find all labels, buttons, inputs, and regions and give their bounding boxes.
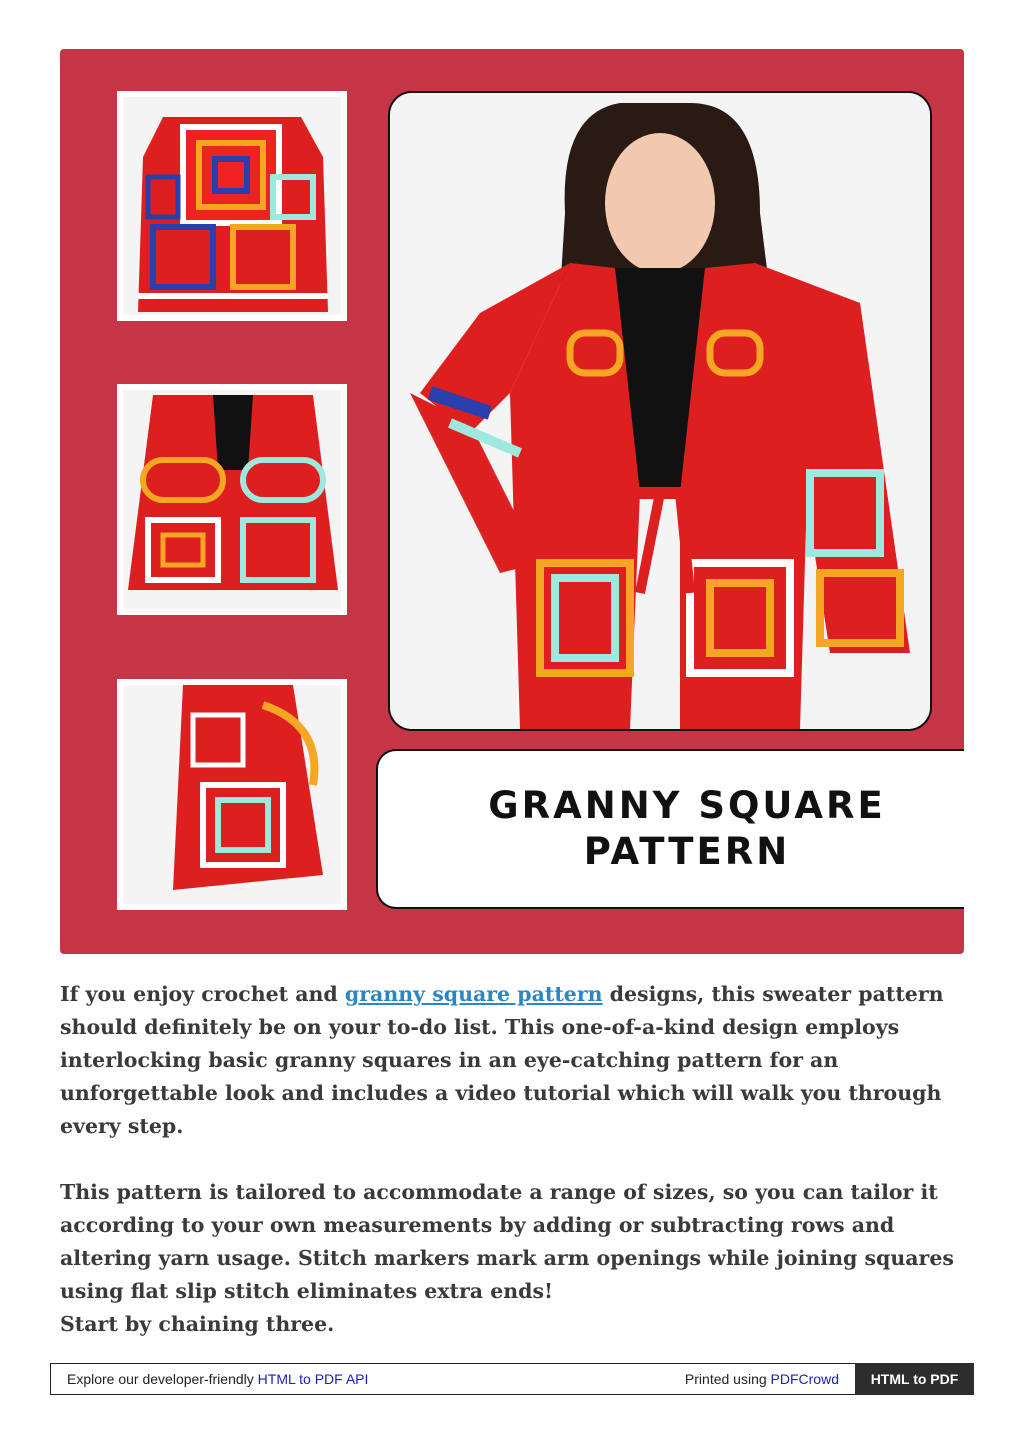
title-line-2: PATTERN <box>583 830 791 873</box>
title-line-1: GRANNY SQUARE <box>488 784 886 827</box>
front-view-photo <box>117 384 347 615</box>
side-view-photo <box>117 679 347 910</box>
start-instruction: Start by chaining three. <box>60 1312 335 1336</box>
footer-printed-text: Printed using <box>684 1371 771 1387</box>
back-view-photo <box>117 91 347 321</box>
cardigan-front-image <box>123 390 341 609</box>
pattern-title-card <box>376 749 964 909</box>
footer-explore-text: Explore our developer-friendly <box>67 1371 258 1387</box>
model-main-photo <box>388 91 932 731</box>
html-to-pdf-api-link[interactable]: HTML to PDF API <box>257 1371 369 1387</box>
sizing-text: This pattern is tailored to accommodate a range of sizes, so you can tailor it according to your own measurements by adding or subtracting rows and altering yarn usage. Stitch markers mark arm openings while joining squares using flat slip stitch eliminates extra ends! <box>60 1180 954 1303</box>
pdfcrowd-footer <box>50 1363 974 1395</box>
intro-text-after: designs, this sweater pattern should definitely be on your to-do list. This one-of-a-kind design employs interlocking basic granny squares in an eye-catching pattern for an unforgettable look and includes a video tutorial which will walk you through every step. <box>60 982 944 1138</box>
footer-left <box>67 1371 368 1387</box>
hero-banner <box>60 49 964 954</box>
model-wearing-cardigan-image <box>390 93 930 729</box>
paragraph-sizing <box>60 1176 970 1341</box>
cardigan-back-image <box>123 97 341 315</box>
paragraph-intro <box>60 978 970 1143</box>
cardigan-side-image <box>123 685 341 904</box>
granny-square-pattern-link[interactable]: granny square pattern <box>344 982 603 1006</box>
article-body <box>60 978 970 1374</box>
footer-right <box>685 1371 839 1387</box>
html-to-pdf-button[interactable]: HTML to PDF <box>855 1363 974 1395</box>
intro-text-before: If you enjoy crochet and <box>60 982 345 1006</box>
pdfcrowd-link[interactable]: PDFCrowd <box>770 1371 839 1387</box>
